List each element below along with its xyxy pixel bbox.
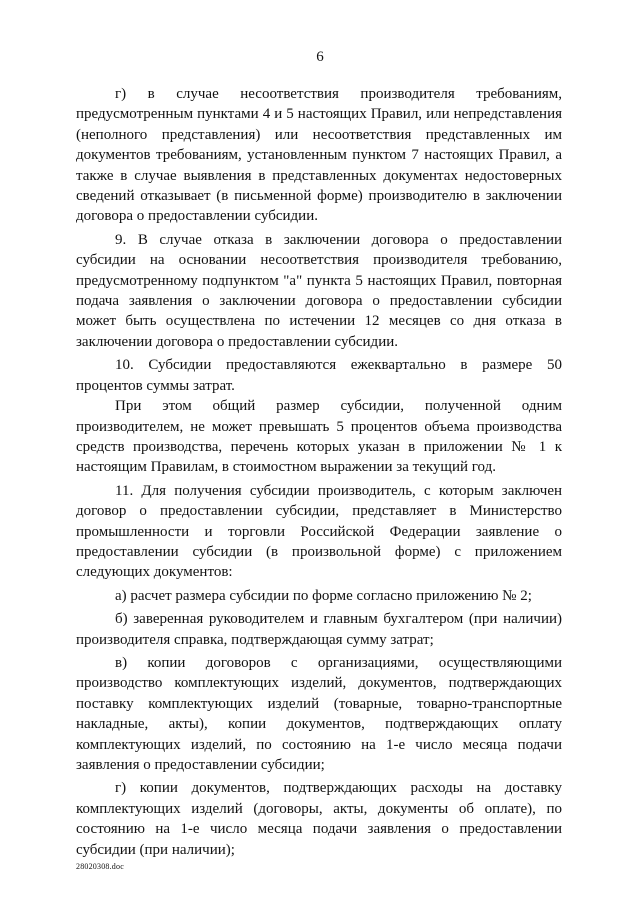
paragraph-11-a: а) расчет размера субсидии по форме согласно приложению № 2; [115, 587, 532, 604]
paragraph-10: 10. Субсидии предоставляются ежеквартально в размере 50 процентов суммы затрат. [76, 357, 562, 394]
document-body [76, 84, 562, 863]
paragraph-g-refusal: г) в случае несоответствия производителя требованиям, предусмотренным пунктами 4 и 5 настоящих Правил, или непредставления (неполного представления) или несоответствия представленных им документов требованиям, установленным пунктом 7 настоящих Правил, а также в случае выявления в представленных документах недостоверных сведений отказывает (в письменной форме) производителю в заключении договора о предоставлении субсидии. [76, 86, 562, 225]
paragraph-11-g: г) копии документов, подтверждающих расходы на доставку комплектующих изделий (договоры, акты, документы об оплате), по состоянию на 1-е число месяца подачи заявления о предоставлении субсидии (при наличии); [76, 780, 562, 858]
paragraph-9: 9. В случае отказа в заключении договора о предоставлении субсидии на основании несоответствия производителя требованию, предусмотренному подпунктом "а" пункта 5 настоящих Правил, повторная подача заявления о заключении договора о предоставлении субсидии может быть осуществлена по истечении 12 месяцев со дня отказа в заключении договора о предоставлении субсидии. [76, 231, 562, 350]
paragraph-11-v: в) копии договоров с организациями, осуществляющими производство комплектующих изделий, документов, подтверждающих поставку комплектующих изделий (товарные, товарно-транспортные накладные, акты), копии документов, подтверждающих оплату комплектующих изделий, по состоянию на 1-е число месяца подачи заявления о предоставлении субсидии; [76, 654, 562, 773]
page-number: 6 [316, 49, 324, 65]
paragraph-10-limit: При этом общий размер субсидии, полученной одним производителем, не может превышать 5 процентов объема производства средств производства, перечень которых указан в приложении № 1 к настоящим Правилам, в стоимостном выражении за текущий год. [76, 398, 562, 476]
footer-file-code: 28020308.doc [76, 862, 124, 871]
paragraph-11-b: б) заверенная руководителем и главным бухгалтером (при наличии) производителя справка, подтверждающая сумму затрат; [76, 611, 562, 648]
paragraph-11: 11. Для получения субсидии производитель, с которым заключен договор о предоставлении субсидии, представляет в Министерство промышленности и торговли Российской Федерации заявление о предоставлении субсидии (в произвольной форме) с приложением следующих документов: [76, 482, 562, 581]
